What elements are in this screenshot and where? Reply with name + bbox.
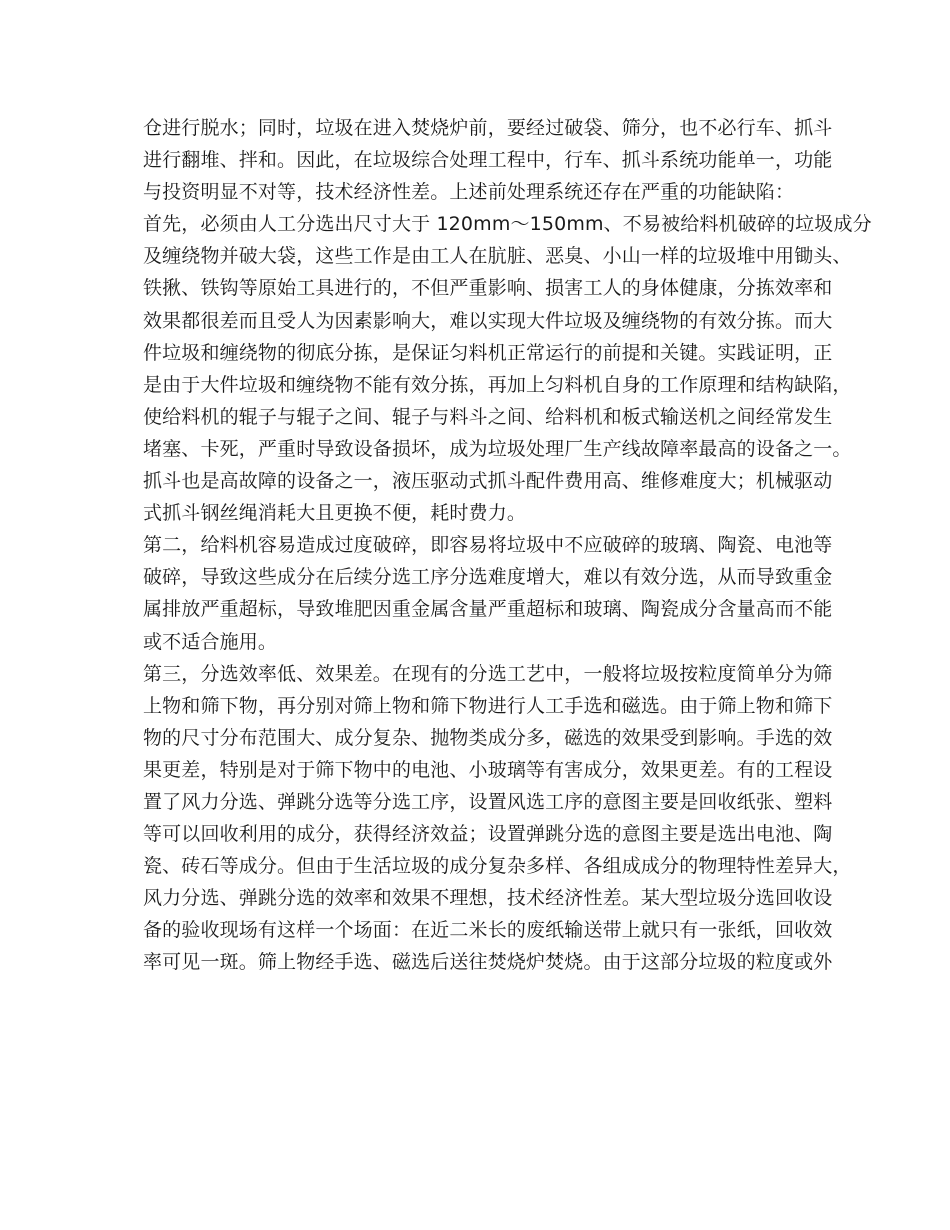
text-line: 等可以回收利用的成分，获得经济效益；设置弹跳分选的意图主要是选出电池、陶 [143, 823, 833, 846]
text-line: 第三，分选效率低、效果差。在现有的分选工艺中，一般将垃圾按粒度简单分为筛 [143, 662, 833, 685]
document-body [143, 112, 872, 979]
text-line: 首先，必须由人工分选出尺寸大于 120mm～150mm、不易被给料机破碎的垃圾成分 [143, 213, 872, 236]
text-line: 率可见一斑。筛上物经手选、磁选后送往焚烧炉焚烧。由于这部分垃圾的粒度或外 [143, 951, 833, 974]
text-line: 备的验收现场有这样一个场面：在近二米长的废纸输送带上就只有一张纸，回收效 [143, 919, 833, 942]
text-line: 或不适合施用。 [143, 630, 278, 653]
text-line: 与投资明显不对等，技术经济性差。上述前处理系统还存在严重的功能缺陷： [143, 181, 795, 204]
text-line: 属排放严重超标，导致堆肥因重金属含量严重超标和玻璃、陶瓷成分含量高而不能 [143, 598, 833, 621]
text-line: 效果都很差而且受人为因素影响大，难以实现大件垃圾及缠绕物的有效分拣。而大 [143, 309, 833, 332]
text-line: 上物和筛下物，再分别对筛上物和筛下物进行人工手选和磁选。由于筛上物和筛下 [143, 694, 833, 717]
text-line: 抓斗也是高故障的设备之一，液压驱动式抓斗配件费用高、维修难度大；机械驱动 [143, 470, 833, 493]
paragraph-second [143, 529, 833, 657]
text-line: 式抓斗钢丝绳消耗大且更换不便，耗时费力。 [143, 502, 527, 525]
text-line: 物的尺寸分布范围大、成分复杂、抛物类成分多，磁选的效果受到影响。手选的效 [143, 726, 833, 749]
text-line: 堵塞、卡死，严重时导致设备损坏，成为垃圾处理厂生产线故障率最高的设备之一。 [143, 437, 852, 460]
text-line: 置了风力分选、弹跳分选等分选工序，设置风选工序的意图主要是回收纸张、塑料 [143, 790, 833, 813]
text-line: 件垃圾和缠绕物的彻底分拣，是保证匀料机正常运行的前提和关键。实践证明，正 [143, 341, 833, 364]
text-line: 使给料机的辊子与辊子之间、辊子与料斗之间、给料机和板式输送机之间经常发生 [143, 405, 833, 428]
text-line: 风力分选、弹跳分选的效率和效果不理想，技术经济性差。某大型垃圾分选回收设 [143, 887, 833, 910]
text-line: 铁揪、铁钩等原始工具进行的，不但严重影响、损害工人的身体健康，分拣效率和 [143, 277, 833, 300]
text-line: 进行翻堆、拌和。因此，在垃圾综合处理工程中，行车、抓斗系统功能单一，功能 [143, 149, 833, 172]
text-line: 是由于大件垃圾和缠绕物不能有效分拣，再加上匀料机自身的工作原理和结构缺陷， [143, 373, 852, 396]
text-line: 果更差，特别是对于筛下物中的电池、小玻璃等有害成分，效果更差。有的工程设 [143, 758, 833, 781]
text-line: 仓进行脱水；同时，垃圾在进入焚烧炉前，要经过破袋、筛分，也不必行车、抓斗 [143, 117, 833, 139]
text-line: 第二，给料机容易造成过度破碎，即容易将垃圾中不应破碎的玻璃、陶瓷、电池等 [143, 534, 833, 557]
text-line: 及缠绕物并破大袋，这些工作是由工人在肮脏、恶臭、小山一样的垃圾堆中用锄头、 [143, 245, 852, 268]
paragraph-intro [143, 112, 833, 208]
paragraph-third [143, 658, 852, 979]
text-line: 破碎，导致这些成分在后续分选工序分选难度增大，难以有效分选，从而导致重金 [143, 566, 833, 589]
text-line: 瓷、砖石等成分。但由于生活垃圾的成分复杂多样、各组成成分的物理特性差异大， [143, 855, 852, 878]
paragraph-first [143, 208, 872, 529]
